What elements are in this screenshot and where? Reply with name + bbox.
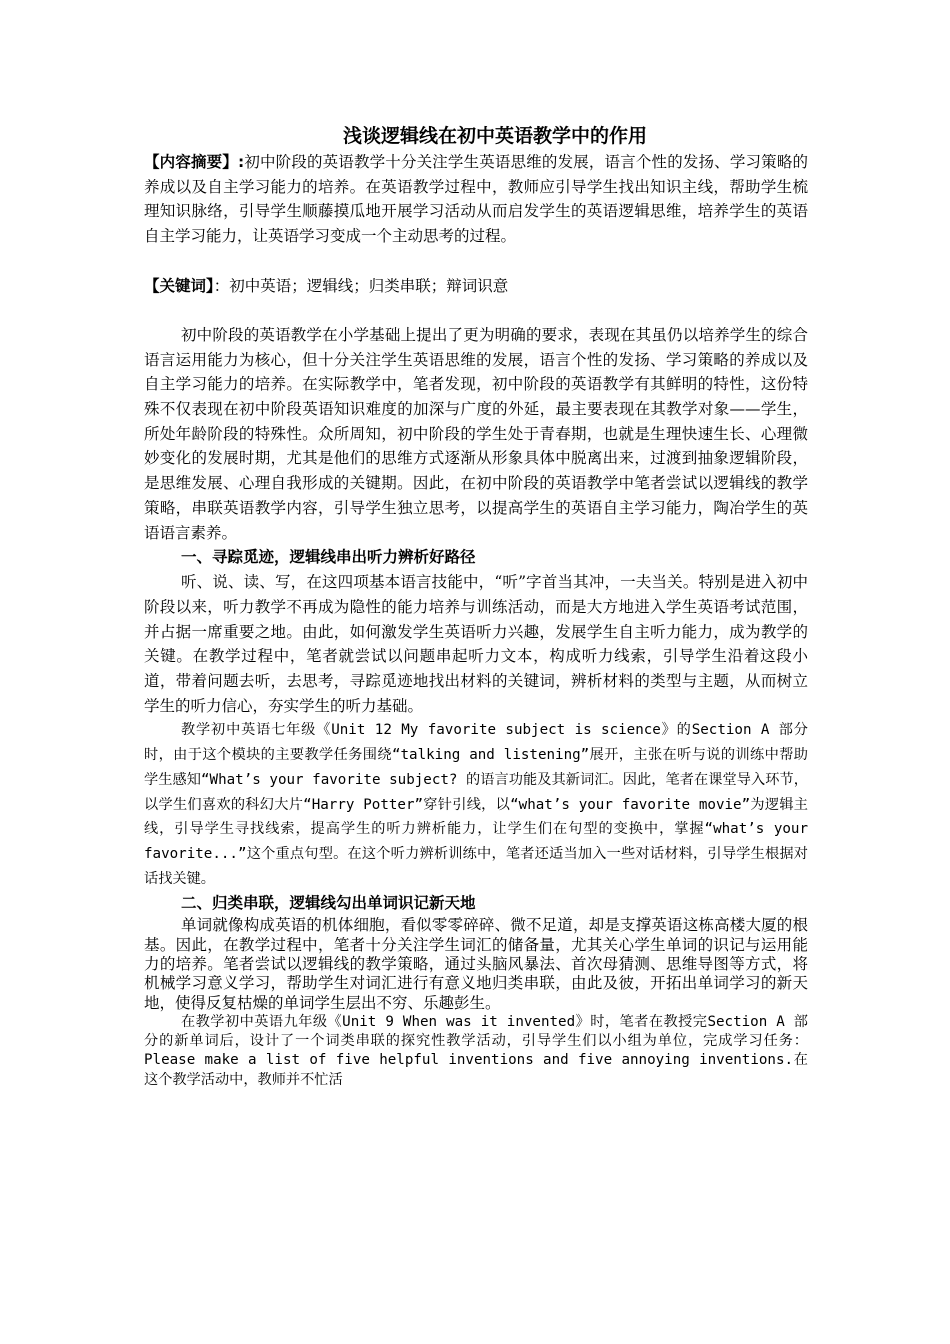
document-title: 浅谈逻辑线在初中英语教学中的作用	[342, 125, 647, 147]
section1-paragraph-2: 教学初中英语七年级《Unit 12 My favorite subject is science》的Section A 部分时，由于这个模块的主要教学任务围绕“talking and listening”展开，主张在听与说的训练中帮助学生感知“What’s your favorite subject? 的语言功能及其新词汇。因此，笔者在课堂导入环节，以学生们喜欢的科幻大片“Harry Potter”穿针引线，以“what’s your favorite movie”为逻辑主线，引导学生寻找线索，提高学生的听力辨析能力，让学生们在句型的变换中，掌握“what’s your favorite...”这个重点句型。在这个听力辨析训练中，笔者还适当加入一些对话材料，引导学生根据对话找关键。	[144, 722, 808, 887]
keywords-paragraph	[144, 274, 808, 299]
abstract-text: 初中阶段的英语教学十分关注学生英语思维的发展，语言个性的发扬、学习策略的养成以及自主学习能力的培养。在英语教学过程中，教师应引导学生找出知识主线，帮助学生梳理知识脉络，引导学生顺藤摸瓜地开展学习活动从而启发学生的英语逻辑思维，培养学生的英语自主学习能力，让英语学习变成一个主动思考的过程。	[144, 153, 808, 246]
blank-line	[144, 249, 808, 274]
section-heading-1: 一、寻踪觅迹，逻辑线串出听力辨析好路径	[181, 548, 476, 567]
keywords-text: ：初中英语；逻辑线；归类串联；辩词识意	[213, 276, 509, 295]
section1-paragraph-1: 听、说、读、写，在这四项基本语言技能中，“听”字首当其冲，一夫当关。特别是进入初中阶段以来，听力教学不再成为隐性的能力培养与训练活动，而是大方地进入学生英语考试范围，并占据一席重要之地。由此，如何激发学生英语听力兴趣，发展学生自主听力能力，成为教学的关键。在教学过程中，笔者就尝试以问题串起听力文本，构成听力线索，引导学生沿着这段小道，带着问题去听，去思考，寻踪觅迹地找出材料的关键词，辨析材料的类型与主题，从而树立学生的听力信心，夯实学生的听力基础。	[144, 573, 808, 715]
blank-line	[144, 298, 808, 323]
abstract-paragraph	[144, 150, 808, 249]
section-heading-2: 二、归类串联，逻辑线勾出单词识记新天地	[181, 894, 476, 913]
section2-paragraph-1: 单词就像构成英语的机体细胞，看似零零碎碎、微不足道，却是支撑英语这栋高楼大厦的根基。因此，在教学过程中，笔者十分关注学生词汇的储备量，尤其关心学生单词的识记与运用能力的培养。笔者尝试以逻辑线的教学策略，通过头脑风暴法、首次母猜测、思维导图等方式，将机械学习意义学习，帮助学生对词汇进行有意义地归类串联，由此及彼，开拓出单词学习的新天地，使得反复枯燥的单词学生层出不穷、乐趣彭生。	[144, 916, 808, 1012]
keywords-label: 【关键词】	[144, 276, 214, 295]
section2-paragraph-2: 在教学初中英语九年级《Unit 9 When was it invented》时，笔者在教授完Section A 部分的新单词后，设计了一个词类串联的探究性教学活动，引导学生们以小组为单位，完成学习任务：Please make a list of five helpful inventions and five annoying inventions.在这个教学活动中，教师并不忙活	[144, 1013, 808, 1088]
document-page	[144, 122, 808, 1090]
intro-paragraph: 初中阶段的英语教学在小学基础上提出了更为明确的要求，表现在其虽仍以培养学生的综合语言运用能力为核心，但十分关注学生英语思维的发展，语言个性的发扬、学习策略的养成以及自主学习能力的培养。在实际教学中，笔者发现，初中阶段的英语教学有其鲜明的特性，这份特殊不仅表现在初中阶段英语知识难度的加深与广度的外延，最主要表现在其教学对象——学生，所处年龄阶段的特殊性。众所周知，初中阶段的学生处于青春期，也就是生理快速生长、心理微妙变化的发展时期，尤其是他们的思维方式逐渐从形象具体中脱离出来，过渡到抽象逻辑阶段，是思维发展、心理自我形成的关键期。因此，在初中阶段的英语教学中笔者尝试以逻辑线的教学策略，串联英语教学内容，引导学生独立思考，以提高学生的英语自主学习能力，陶冶学生的英语语言素养。	[144, 325, 808, 542]
abstract-label: 【内容摘要】:	[144, 153, 245, 171]
